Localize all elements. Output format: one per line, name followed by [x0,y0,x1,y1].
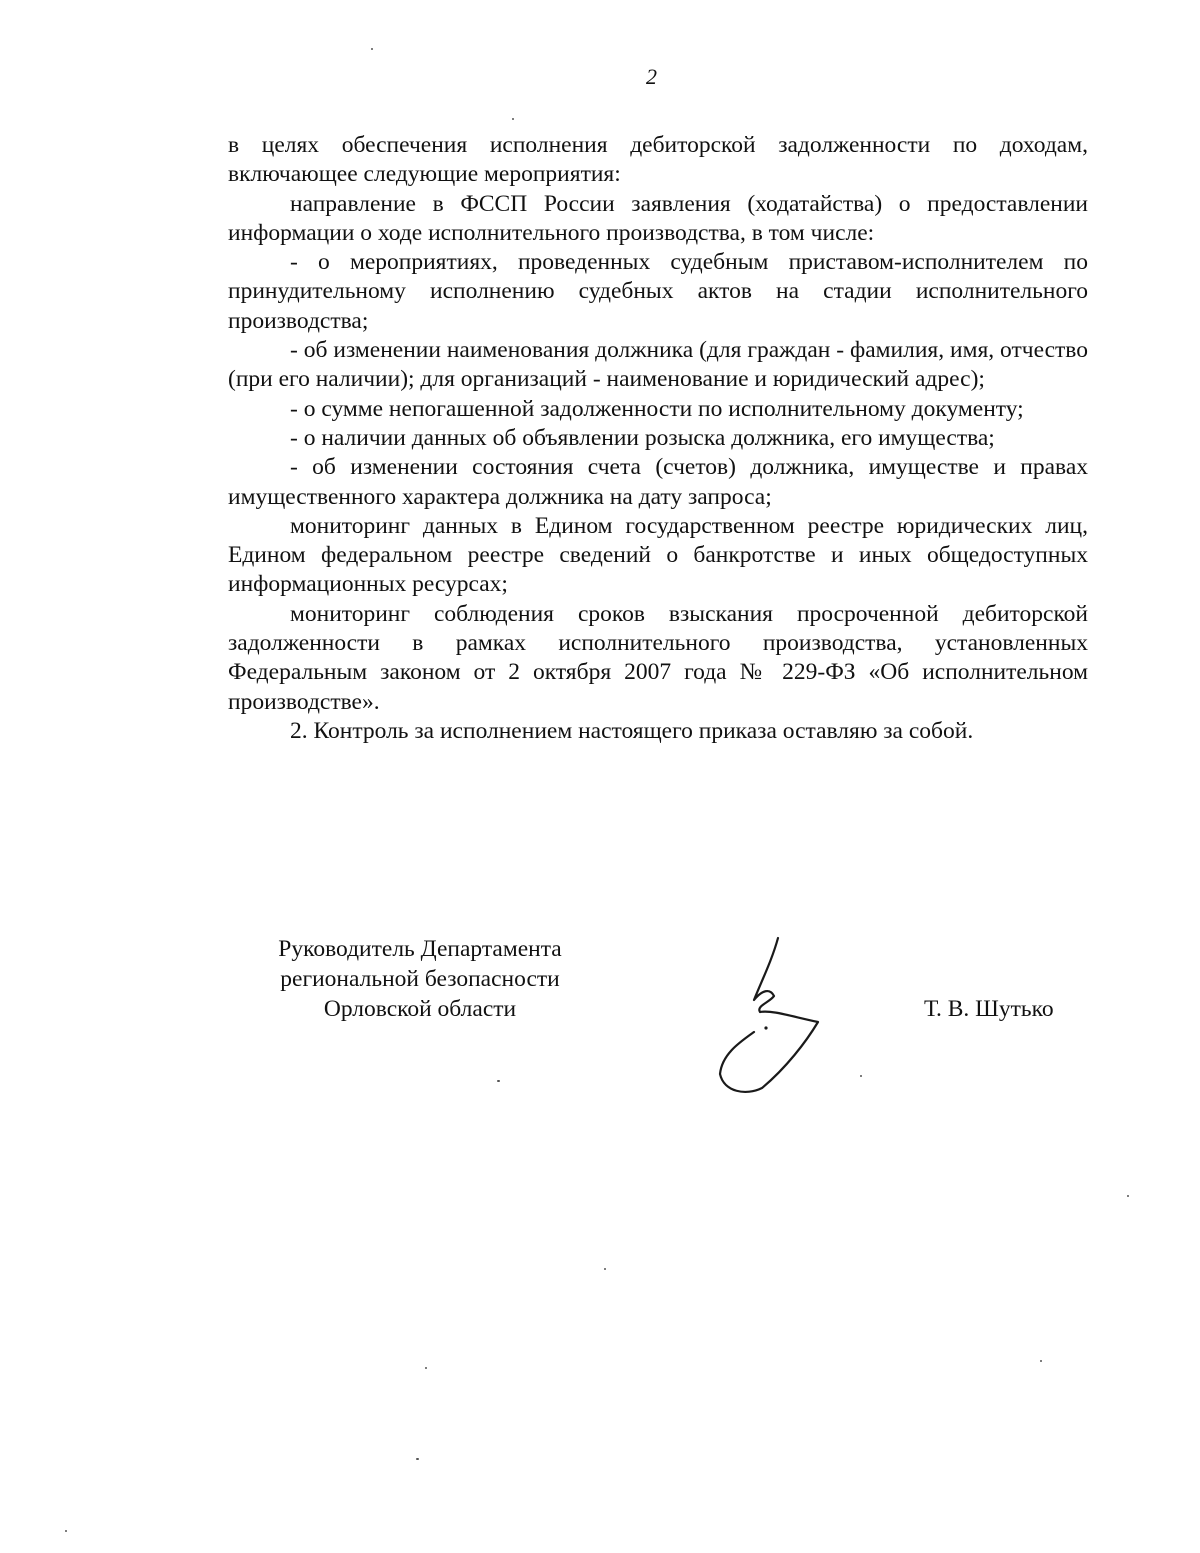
paragraph-deadline-monitoring: мониторинг соблюдения сроков взыскания просроченной дебиторской задолженности в рамках исполнительного производства, установленных Федеральным законом от 2 октября 2007 года № 229-ФЗ «Об исполнительном производстве». [228,600,1088,715]
list-item-outstanding-debt: - о сумме непогашенной задолженности по исполнительному документу; [290,395,1024,422]
document-body [228,131,1088,746]
page-number: 2 [646,64,657,89]
scan-speck [416,1458,419,1460]
signatory-name: Т. В. Шутько [924,996,1054,1022]
list-item-measures: - о мероприятиях, проведенных судебным приставом-исполнителем по принудительному исполнению судебных актов на стадии исполнительного производства; [228,249,1088,334]
scan-speck [1127,1195,1129,1197]
paragraph-control: 2. Контроль за исполнением настоящего приказа оставляю за собой. [290,717,974,744]
scan-speck [512,118,514,120]
scan-speck [604,1268,606,1270]
scan-speck [371,48,373,50]
signatory-title [255,934,585,1024]
paragraph-intro: в целях обеспечения исполнения дебиторской задолженности по доходам, включающее следующие мероприятия: [228,132,1088,188]
signatory-title-line: региональной безопасности [280,966,560,992]
list-item-search-data: - о наличии данных об объявлении розыска должника, его имущества; [290,424,995,451]
paragraph-registry-monitoring: мониторинг данных в Едином государственном реестре юридических лиц, Едином федеральном реестре сведений о банкротстве и иных общедоступных информационных ресурсах; [228,512,1088,598]
scan-speck [425,1367,427,1369]
scan-speck [65,1530,67,1532]
scan-speck [860,1075,862,1077]
scan-speck [497,1080,500,1082]
signatory-title-line: Орловской области [323,996,517,1022]
list-item-debtor-name-change: - об изменении наименования должника (для граждан - фамилия, имя, отчество (при его наличии); для организаций - наименование и юридический адрес); [228,337,1088,393]
handwritten-signature [710,930,840,1100]
signatory-title-line: Руководитель Департамента [278,936,562,962]
list-item-account-state: - об изменении состояния счета (счетов) должника, имуществе и правах имущественного характера должника на дату запроса; [228,454,1088,510]
scan-speck [1040,1360,1042,1362]
paragraph-fssp-request: направление в ФССП России заявления (ходатайства) о предоставлении информации о ходе исполнительного производства, в том числе: [228,190,1088,246]
